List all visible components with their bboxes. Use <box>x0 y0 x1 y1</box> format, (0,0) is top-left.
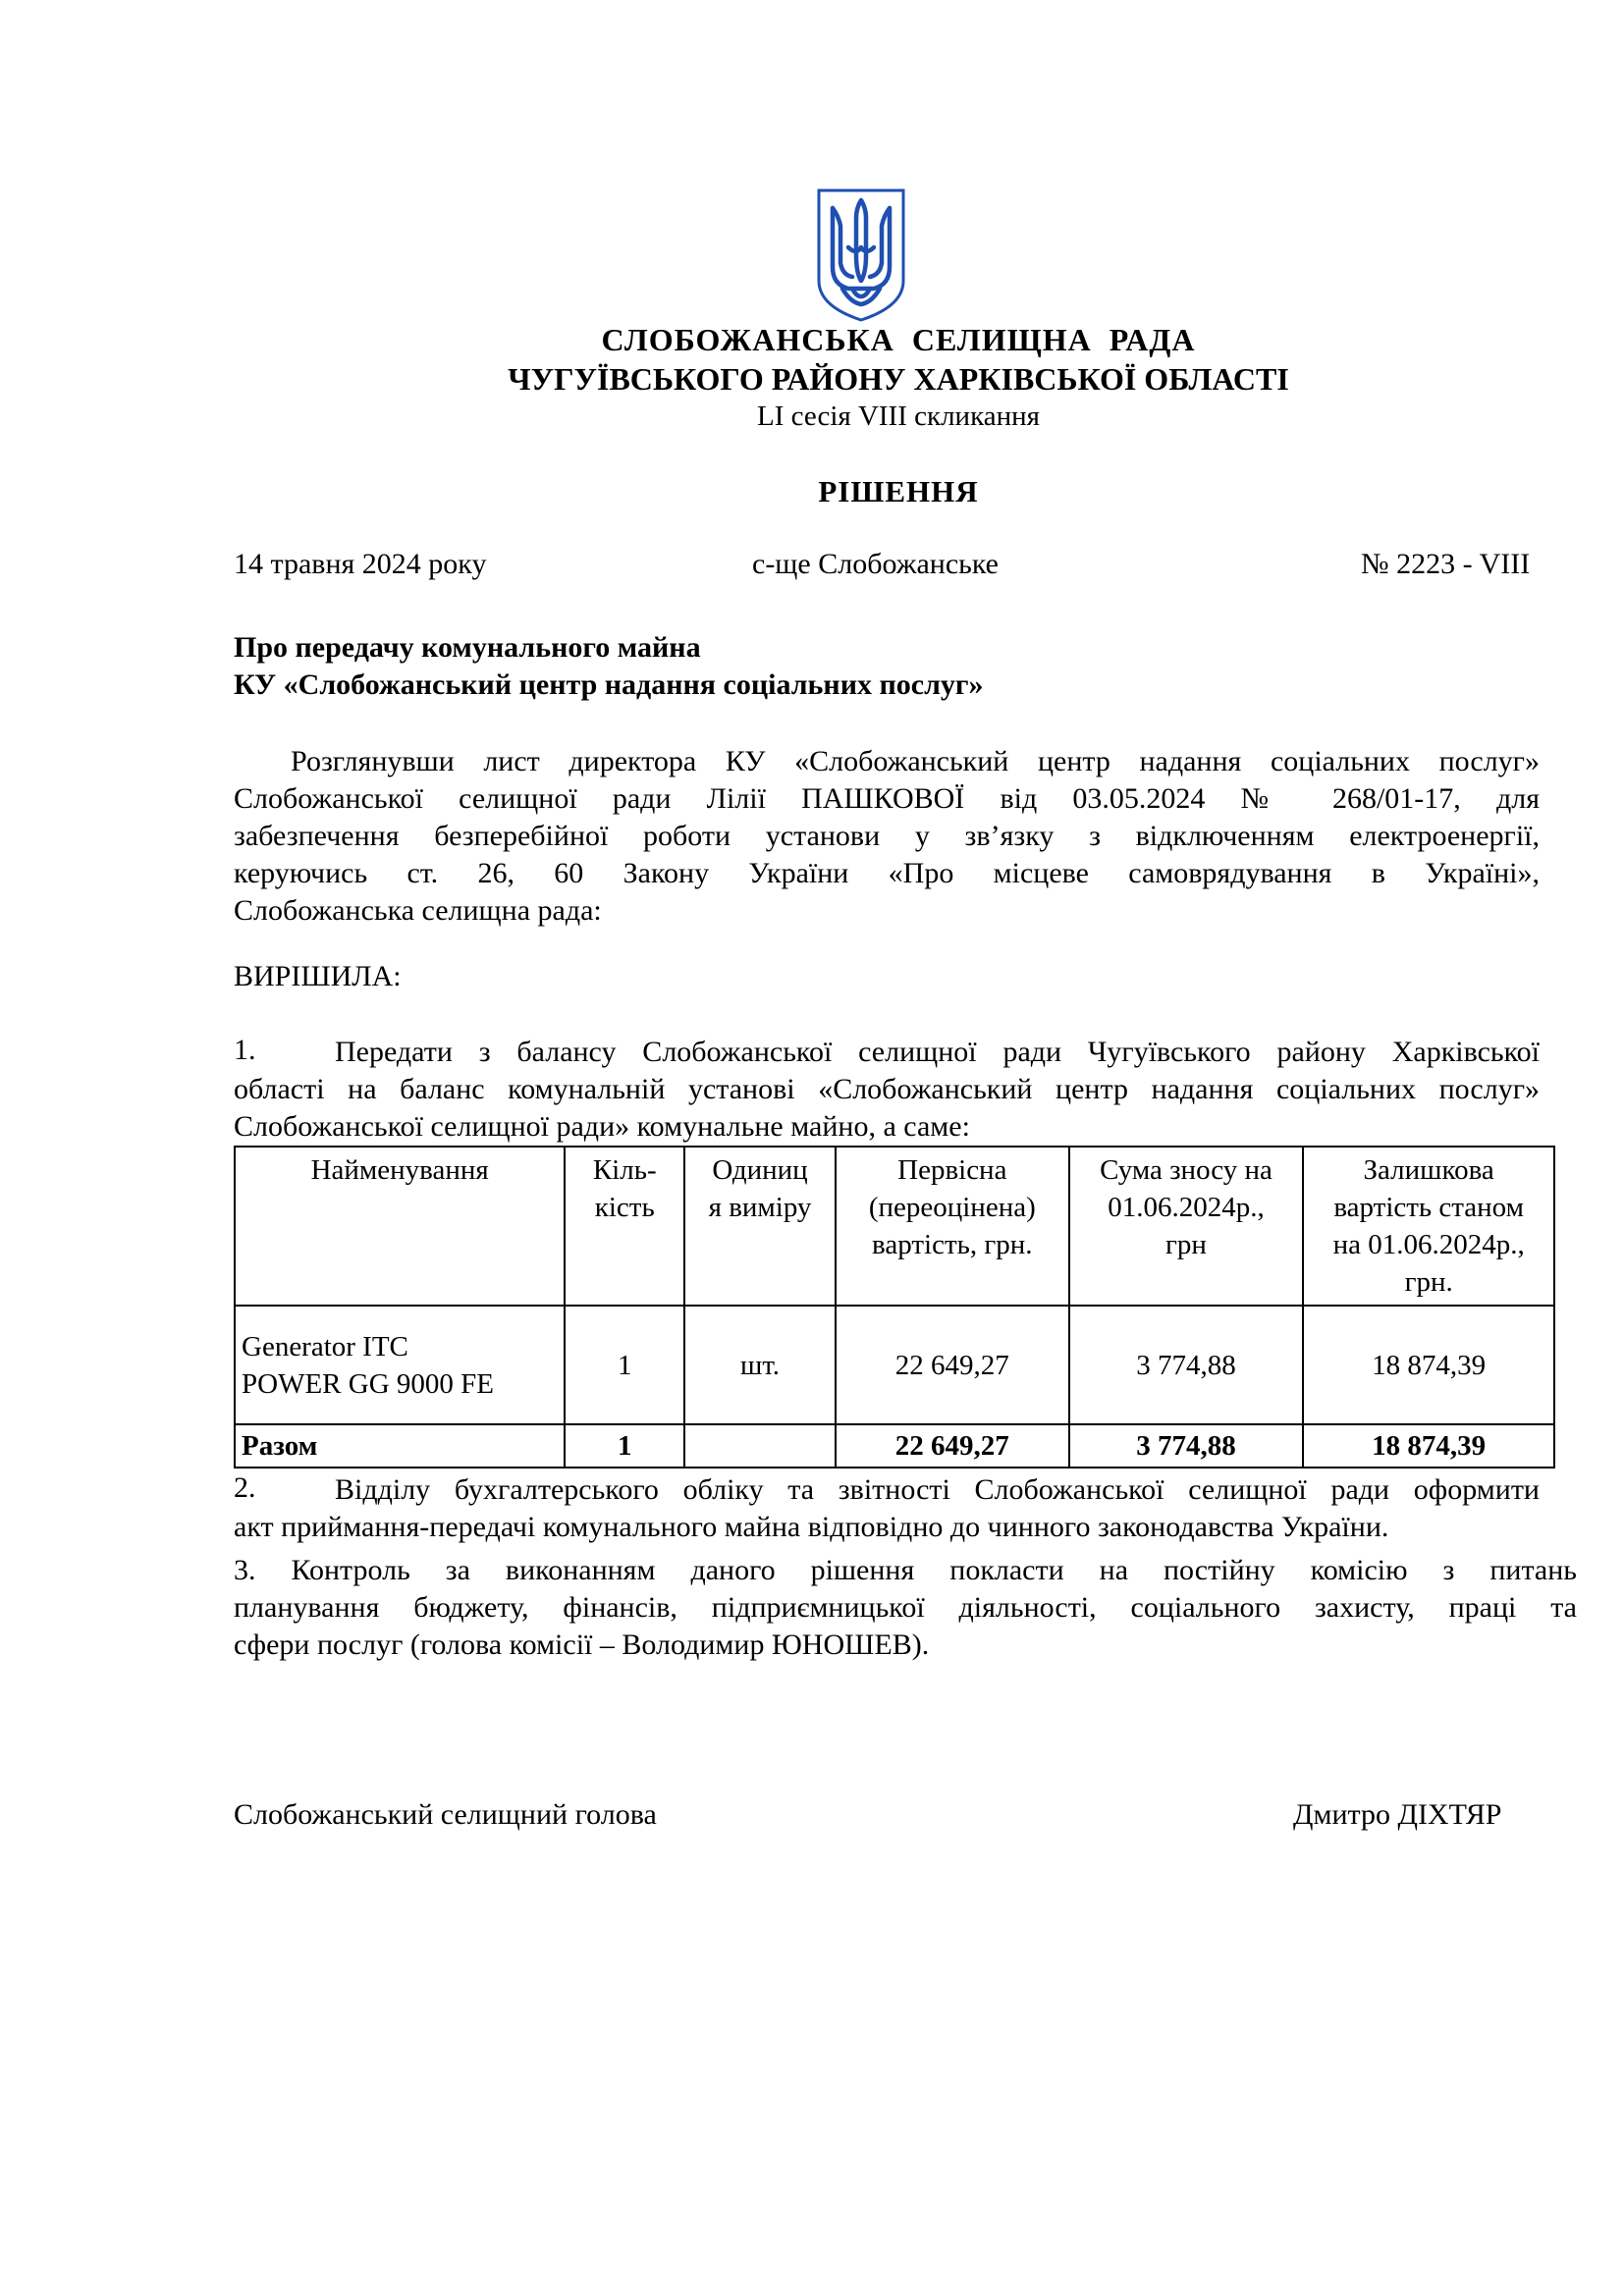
header-depreciation: Сума зносу на 01.06.2024р., грн <box>1069 1147 1304 1306</box>
item-3-line: планування бюджету, фінансів, підприємницької діяльності, соціального захисту, праці та <box>234 1591 1577 1624</box>
preamble-line: Розглянувши лист директора КУ «Слобожанський центр надання соціальних послуг» <box>291 745 1540 777</box>
header-residual-value: Залишкова вартість станом на 01.06.2024р., грн. <box>1303 1147 1554 1306</box>
decision-number: № 2223 - VIII <box>1361 548 1531 580</box>
item-1-line: області на баланс комунальній установі «Слобожанський центр надання соціальних послуг» <box>234 1073 1540 1105</box>
total-qty: 1 <box>565 1424 684 1468</box>
decided-label: ВИРІШИЛА: <box>234 960 402 992</box>
total-label: Разом <box>235 1424 565 1468</box>
property-table <box>234 1146 1555 1468</box>
item-2-paragraph <box>234 1471 1540 1546</box>
session-label: LI сесія VIII скликання <box>757 400 1040 432</box>
document-title: РІШЕННЯ <box>818 474 979 508</box>
table-total-row <box>235 1424 1554 1468</box>
trident-coat-of-arms-icon <box>813 187 909 324</box>
header-qty: Кіль- кість <box>565 1147 684 1306</box>
item-1-paragraph <box>234 1034 1540 1146</box>
item-1-number: 1. <box>234 1034 256 1066</box>
item-3-line: сфери послуг (голова комісії – Володимир ЮНОШЕВ). <box>234 1629 930 1661</box>
total-residual-value: 18 874,39 <box>1303 1424 1554 1468</box>
header-initial-value: Первісна (переоцінена) вартість, грн. <box>836 1147 1069 1306</box>
signatory-name: Дмитро ДІХТЯР <box>1293 1798 1502 1831</box>
subject-line-2: КУ «Слобожанський центр надання соціальних послуг» <box>234 668 984 701</box>
preamble-paragraph <box>234 743 1540 930</box>
cell-residual-value: 18 874,39 <box>1303 1306 1554 1424</box>
total-unit <box>684 1424 836 1468</box>
cell-depreciation: 3 774,88 <box>1069 1306 1304 1424</box>
item-2-line: акт приймання-передачі комунального майна відповідно до чинного законодавства України. <box>234 1511 1389 1543</box>
cell-qty: 1 <box>565 1306 684 1424</box>
preamble-line: керуючись ст. 26, 60 Закону України «Про місцеве самоврядування в Україні», <box>234 857 1540 889</box>
subject-line-1: Про передачу комунального майна <box>234 631 701 664</box>
item-1-line: Передати з балансу Слобожанської селищної ради Чугуївського району Харківської <box>335 1036 1540 1068</box>
cell-initial-value: 22 649,27 <box>836 1306 1069 1424</box>
total-depreciation: 3 774,88 <box>1069 1424 1304 1468</box>
cell-name: Generator ITC POWER GG 9000 FE <box>235 1306 565 1424</box>
item-3-line: 3. Контроль за виконанням даного рішення покласти на постійну комісію з питань <box>234 1554 1577 1586</box>
item-2-line: Відділу бухгалтерського обліку та звітності Слобожанської селищної ради оформити <box>335 1473 1540 1506</box>
item-2-number: 2. <box>234 1471 256 1504</box>
preamble-line: Слобожанська селищна рада: <box>234 894 602 927</box>
table-row <box>235 1306 1554 1424</box>
cell-unit: шт. <box>684 1306 836 1424</box>
council-name: СЛОБОЖАНСЬКА СЕЛИЩНА РАДА <box>601 322 1196 357</box>
total-initial-value: 22 649,27 <box>836 1424 1069 1468</box>
district-name: ЧУГУЇВСЬКОГО РАЙОНУ ХАРКІВСЬКОЇ ОБЛАСТІ <box>508 361 1289 397</box>
preamble-line: забезпечення безперебійної роботи установи у зв’язку з відключенням електроенергії, <box>234 820 1540 852</box>
item-3-paragraph <box>234 1552 1577 1664</box>
table-header-row <box>235 1147 1554 1306</box>
header-name: Найменування <box>235 1147 565 1306</box>
decision-date: 14 травня 2024 року <box>234 548 487 580</box>
decision-place: с-ще Слобожанське <box>752 548 999 580</box>
item-1-line: Слобожанської селищної ради» комунальне майно, а саме: <box>234 1110 970 1143</box>
signatory-position: Слобожанський селищний голова <box>234 1798 657 1831</box>
header-unit: Одиниц я виміру <box>684 1147 836 1306</box>
preamble-line: Слобожанської селищної ради Лілії ПАШКОВОЇ від 03.05.2024 № 268/01-17, для <box>234 782 1540 815</box>
